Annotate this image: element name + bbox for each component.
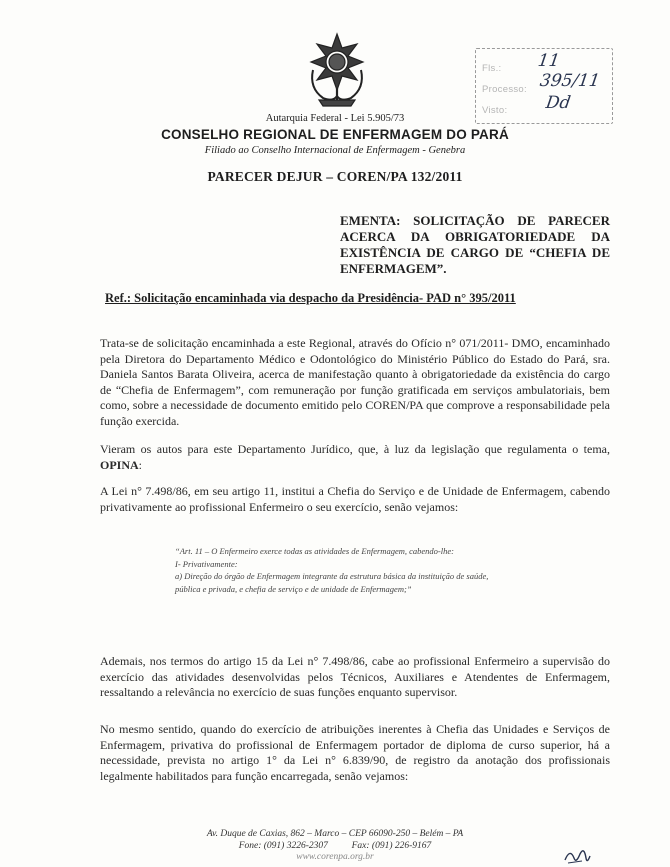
reference-line: Ref.: Solicitação encaminhada via despacho da Presidência- PAD n° 395/2011: [105, 291, 516, 305]
footer-address: Av. Duque de Caxias, 862 – Marco – CEP 66090-250 – Belém – PA: [206, 829, 464, 839]
ementa-block: EMENTA: SOLICITAÇÃO DE PARECER ACERCA DA OBRIGATORIEDADE DA EXISTÊNCIA DE CARGO DE “CHEFIA DE ENFERMAGEM”.: [340, 213, 610, 276]
paragraph-opina-text: Vieram os autos para este Departamento Jurídico, que, à luz da legislação que regulamenta o tema,: [100, 442, 610, 456]
opina-keyword: OPINA: [100, 457, 139, 472]
organization-name: CONSELHO REGIONAL DE ENFERMAGEM DO PARÁ: [161, 127, 509, 142]
paragraph-opina: [100, 442, 610, 473]
paragraph-artigo-15: Ademais, nos termos do artigo 15 da Lei n° 7.498/86, cabe ao profissional Enfermeiro a supervisão do exercício das atividades desenvolvidas pelos Técnicos, Auxiliares e Atendentes de Enfermagem, ressaltando a relevância no exercício de suas funções enquanto supervisor.: [100, 654, 610, 699]
paragraph-request: Trata-se de solicitação encaminhada a este Regional, através do Ofício n° 071/2011- DMO, encaminhado pela Diretora do Departamento Médico e Odontológico do Ministério Público do Estado do Pará, sra. Daniela Santos Barata Oliveira, acerca de manifestação quanto à obrigatoriedade da existência do cargo de “Chefia de Enfermagem”, com remuneração por função gratificada em serviços ambulatoriais, bem como, sobre a necessidade de documento emitido pelo COREN/PA que comprove a responsabilidade pela função exercida.: [100, 336, 610, 428]
stamp-value-processo: 395/11: [538, 71, 602, 91]
affiliation-line: Filiado ao Conselho Internacional de Enfermagem - Genebra: [204, 145, 466, 156]
coat-of-arms-icon: [305, 30, 369, 112]
stamp-label-processo: Processo:: [482, 84, 527, 95]
paragraph-lei-7498: A Lei n° 7.498/86, em seu artigo 11, institui a Chefia do Serviço e de Unidade de Enfermagem, cabendo privativamente ao profissional Enfermeiro o seu exercício, senão vejamos:: [100, 484, 610, 514]
initials-scribble-icon: [562, 846, 592, 866]
stamp-label-fls: Fls.:: [482, 63, 502, 74]
stamp-value-visto: Dd: [544, 93, 572, 113]
federal-authority-line: Autarquia Federal - Lei 5.905/73: [265, 113, 405, 124]
paragraph-lei-6839: No mesmo sentido, quando do exercício de atribuições inerentes à Chefia das Unidades e Serviços de Enfermagem, privativa do profissional de Enfermagem portador de diploma de curso superior, há a necessidade, prevista no artigo 1° da Lei n° 6.839/90, de registro da anotação dos profissionais legalmente habilitados para função encarregada, senão vejamos:: [100, 722, 610, 783]
footer-phones: Fone: (091) 3226-2307 Fax: (091) 226-9167: [238, 840, 432, 851]
legal-citation: “Art. 11 – O Enfermeiro exerce todas as atividades de Enfermagem, cabendo-lhe: I- Privativamente: a) Direção do órgão de Enfermagem integrante da estrutura básica da instituição de saúde, pública e privada, e chefia de serviço e de unidade de Enfermagem;”: [175, 546, 489, 594]
paragraph-opina-end: :: [138, 457, 143, 472]
document-title: PARECER DEJUR – COREN/PA 132/2011: [207, 169, 463, 184]
stamp-label-visto: Visto:: [482, 105, 508, 116]
stamp-value-fls: 11: [536, 51, 562, 71]
footer-website: www.corenpa.org.br: [296, 852, 374, 862]
